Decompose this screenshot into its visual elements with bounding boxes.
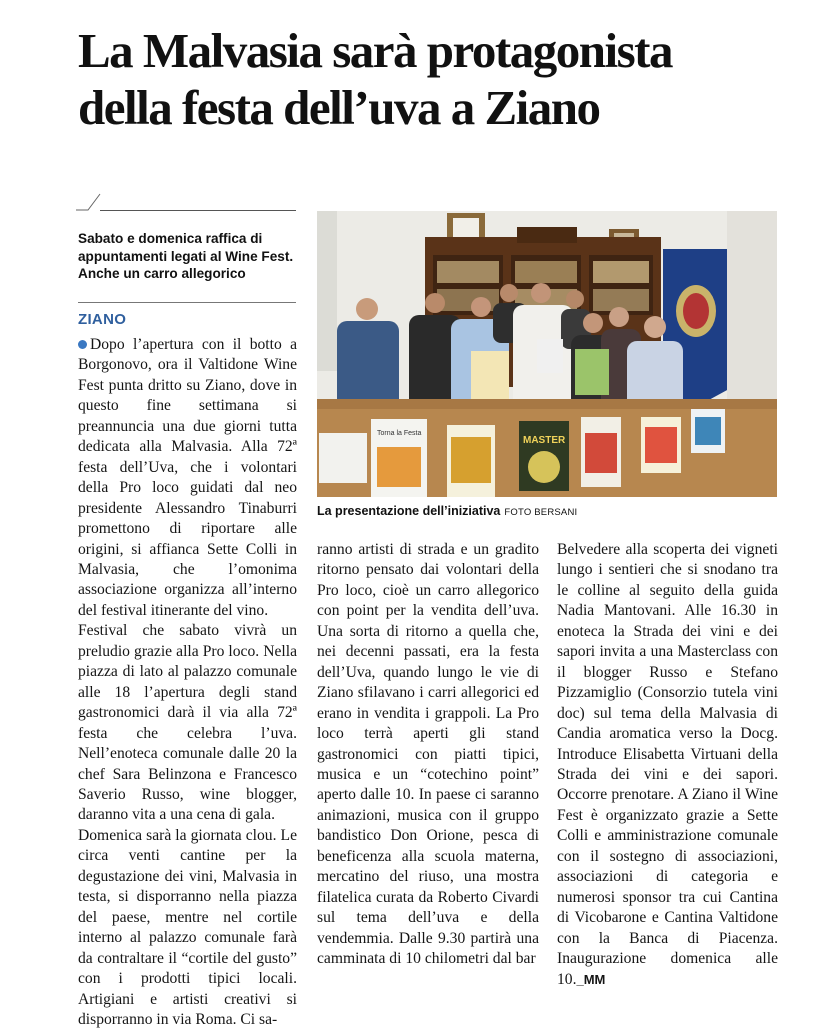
summary-bottom-rule: [78, 302, 296, 303]
poster-label: MASTER: [523, 435, 566, 446]
article-photo: [317, 211, 777, 497]
paragraph-3-middle: ranno artisti di strada e un gradito ritorno pensato dai volontari della Pro loco, cioè un carro allegorico con point per la vendita dell’uva. Una sorta di ritorno a quella che, nei decenni passati, era la festa dell’Uva, quando lungo le vie di Ziano sfilavano i carri allegorici ed erano in vendita i grappoli. La Pro loco terrà aperti gli stand gastronomici con piatti tipici, musica e un “cotechino point” aperto dalle 10. In paese ci saranno animazioni, musica con il gruppo bandistico Don Orione, pesca di beneficenza alla scuola materna, mercatino del riuso, una mostra filatelica curata da Roberto Civardi sul tema dell’uva e della vendemmia. Dalle 9.30 partirà una camminata di 10 chilometri dal bar: [317, 541, 539, 968]
photo-credit: FOTO BERSANI: [504, 507, 578, 518]
article-headline: [78, 22, 798, 136]
decorative-slash-icon: [76, 192, 102, 212]
photo-caption: [317, 504, 777, 518]
poster-subtitle: Torna la Festa: [377, 430, 422, 437]
article-column-1: [78, 335, 297, 1030]
location-kicker: ZIANO: [78, 311, 127, 328]
paragraph-3-end: [557, 540, 778, 990]
author-signature: _MM: [576, 971, 606, 987]
summary-top-rule: [100, 210, 296, 211]
article-column-3: [557, 540, 778, 990]
headline-line-1: La Malvasia sarà protagonista: [78, 23, 672, 78]
paragraph-3-end-text: Belvedere alla scoperta dei vigneti lungo i sentieri che si snodano tra le colline al seguito della guida Nadia Mantovani. Alle 16.30 in enoteca la Strada dei vini e dei sapori invita a una Masterclass con il blogger Russo e Stefano Pizzamiglio (Consorzio tutela vini doc) sul tema della Malvasia di Candia aromatica verso la Docg. Introduce Elisabetta Virtuani della Strada dei vini e dei sapori. Occorre prenotare. A Ziano il Wine Fest è organizzato grazie a Sette Colli e amministrazione comunale con il sostegno di associazioni, associazioni di categoria e numerosi sponsor tra cui Cantina di Vicobarone e Cantina Valtidone con la Banca di Piacenza. Inaugurazione domenica alle 10.: [557, 541, 778, 988]
paragraph-3-start: Domenica sarà la giornata clou. Le circa venti cantine per la degustazione dei vini, Malvasia in testa, si disporranno nella piazza del paese, mentre nel cortile interno al palazzo comunale farà da contraltare il “cortile del gusto” con i prodotti tipici locali. Artigiani e artisti creativi si disporranno in via Roma. Ci sa-: [78, 826, 297, 1028]
article-summary: Sabato e domenica raffica di appuntamenti legati al Wine Fest. Anche un carro allegorico: [78, 231, 294, 281]
paragraph-1: Dopo l’apertura con il botto a Borgonovo, ora il Valtidone Wine Fest punta dritto su Ziano, dove in questo fine settimana si preannuncia una due giorni tutta dedicata alla Malvasia. Alla 72ª festa dell’Uva, che i volontari della Pro loco guidati dal neo presidente Alessandro Tinaburri promettono di riportare alle origini, si affianca Sette Colli in Malvasia, che l’omonima associazione organizza all’interno del festival itinerante del vino.: [78, 336, 297, 619]
paragraph-2: Festival che sabato vivrà un preludio grazie alla Pro loco. Nella piazza di lato al palazzo comunale alle 18 l’apertura degli stand gastronomici darà il via alla 72ª festa che celebra l’uva. Nell’enoteca comunale dalle 20 la chef Sara Belinzona e Francesco Saverio Russo, wine blogger, daranno vita a una cena di gala.: [78, 622, 297, 824]
article-column-2: [317, 540, 539, 970]
headline-line-2: della festa dell’uva a Ziano: [78, 80, 600, 135]
caption-text: La presentazione dell’iniziativa: [317, 504, 501, 518]
